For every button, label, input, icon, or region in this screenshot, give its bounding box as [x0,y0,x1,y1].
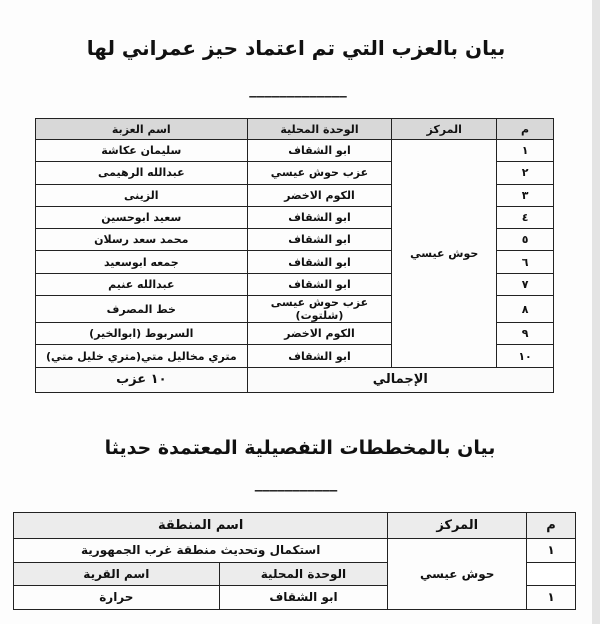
row-village: سعيد ابوحسين [36,206,248,228]
header-unit: الوحدة المحلية [247,119,392,140]
total-label: الإجمالي [247,367,553,392]
villages-table [35,118,554,393]
row-num: ٨ [497,296,554,323]
row-unit: عزب حوش عيسى (شلتوت) [247,296,392,323]
row-num: ٥ [497,229,554,251]
row-num: ٩ [497,323,554,345]
row-num-empty [527,562,576,586]
row-village: حرارة [14,586,220,610]
row-unit: الكوم الاخضر [247,184,392,206]
row-unit: ابو الشقاف [219,586,388,610]
row-num: ١٠ [497,345,554,367]
row-num: ١ [497,140,554,162]
center-cell: حوش عيسي [392,140,497,368]
header-village: اسم العزبة [36,119,248,140]
row-village: محمد سعد رسلان [36,229,248,251]
row-unit: عزب حوش عيسي [247,162,392,184]
center-cell: حوش عيسي [388,539,527,610]
header-num: م [497,119,554,140]
plans-table [13,512,576,610]
row-village: عبدالله عنيم [36,273,248,295]
section1-dash-line: _____________ [249,80,347,98]
section2-dash-line: ___________ [254,474,338,492]
header-area: اسم المنطقة [14,513,388,539]
row-num: ١ [527,586,576,610]
row-num: ٦ [497,251,554,273]
row-unit: ابو الشقاف [247,273,392,295]
row-unit: الكوم الاخضر [247,323,392,345]
section2-title: بيان بالمخططات التفصيلية المعتمدة حديثا [104,437,496,459]
row-unit: ابو الشقاف [247,229,392,251]
row-area: استكمال وتحديث منطقة غرب الجمهورية [14,539,388,563]
row-village: السربوط (ابوالخير) [36,323,248,345]
sub-header-village: اسم القرية [14,562,220,586]
row-village: متري مخاليل متي(متري خليل متي) [36,345,248,367]
row-village: سليمان عكاشة [36,140,248,162]
sub-header-unit: الوحدة المحلية [219,562,388,586]
total-value: ١٠ عزب [36,367,248,392]
row-num: ٧ [497,273,554,295]
row-unit: ابو الشقاف [247,140,392,162]
row-num: ٤ [497,206,554,228]
plans-table-header-row [14,513,576,539]
total-row [36,367,554,392]
villages-table-header-row [36,119,554,140]
row-unit: ابو الشقاف [247,345,392,367]
header-num: م [527,513,576,539]
header-center: المركز [388,513,527,539]
section1-title: بيان بالعزب التي تم اعتماد حيز عمراني لها [86,36,506,60]
row-village: الزينى [36,184,248,206]
row-unit: ابو الشقاف [247,206,392,228]
row-village: عبدالله الرهيمى [36,162,248,184]
table-row [36,140,554,162]
row-num: ١ [527,539,576,563]
table-row [14,539,576,563]
row-num: ٢ [497,162,554,184]
row-unit: ابو الشقاف [247,251,392,273]
row-num: ٣ [497,184,554,206]
row-village: جمعه ابوسعيد [36,251,248,273]
row-village: خط المصرف [36,296,248,323]
header-center: المركز [392,119,497,140]
